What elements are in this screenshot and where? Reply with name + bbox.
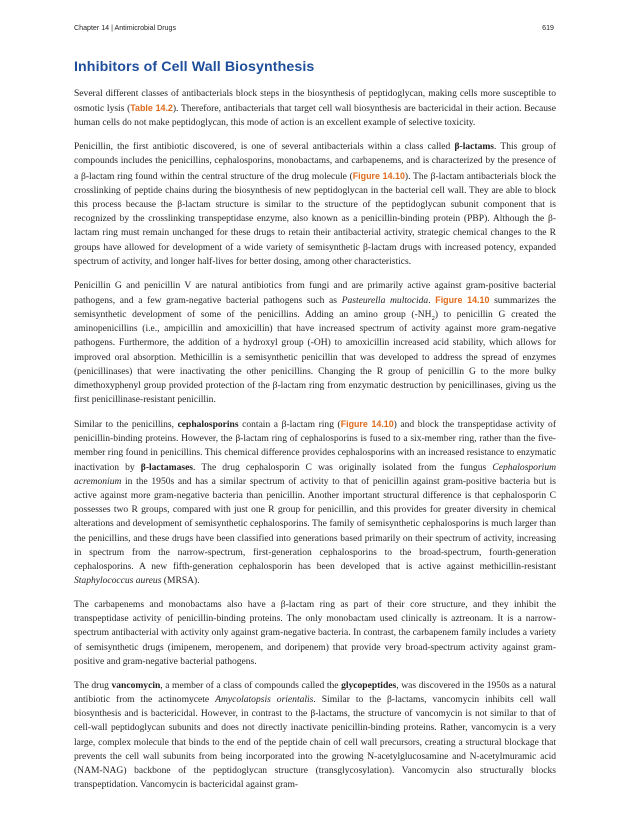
paragraph-osmotic-lysis: Several different classes of antibacterials block steps in the biosynthesis of peptidoglycan, making cells more susceptible to osmotic lysis (Table 14.2). Therefore, antibacterials that target cell wall biosynthesis are bactericidal in their action. Because human cells do not make peptidoglycan, this mode of action is an excellent example of selective toxicity.	[74, 88, 556, 129]
species-amycolatopsis: Amycolatopsis orientalis	[215, 693, 314, 705]
term-beta-lactamases: β-lactamases	[140, 461, 194, 473]
paragraph-carbapenems: The carbapenems and monobactams also have a β-lactam ring as part of their core structure, and they inhibit the transpeptidase activity of penicillin-binding proteins. The only monobactam used clinically is aztreonam. It is a narrow-spectrum antibacterial with activity only against gram-negative bacteria. In contrast, the carbapenem family includes a variety of semisynthetic drugs (imipenem, meropenem, and doripenem) that provide very broad-spectrum activity against gram-positive and gram-negative bacterial pathogens.	[74, 599, 556, 667]
term-glycopeptides: glycopeptides	[341, 679, 397, 691]
term-vancomycin: vancomycin	[111, 679, 161, 691]
paragraph-penicillin-g-v: Penicillin G and penicillin V are natural antibiotics from fungi and are primarily active against gram-positive bacterial pathogens, and a few gram-negative bacterial pathogens such as Pasteurella multocida. Figure 14.10 summarizes the semisynthetic development of some of the penicillins. Adding an amino group $(-NH_2)$ to penicillin G created the aminopenicillins (i.e., ampicillin and amoxicillin) that have increased spectrum of activity against more gram-negative pathogens. Furthermore, the addition of a hydroxyl group (-OH) to amoxicillin increased acid stability, which allows for improved oral absorption. Methicillin is a semisynthetic penicillin that was developed to address the spread of enzymes (penicillinases) that were inactivating the other penicillins. Changing the R group of penicillin G to the more bulky dimethoxyphenyl group provided protection of the β-lactam ring from enzymatic destruction by penicillinases, giving us the first penicillinase-resistant penicillin.	[74, 279, 557, 406]
species-cephalosporium: Cephalosporium acremonium	[74, 461, 556, 487]
paragraph-vancomycin: The drug vancomycin, a member of a class of compounds called the glycopeptides, was discovered in the 1950s as a natural antibiotic from the actinomycete Amycolatopsis orientalis. Similar to the β-lactams, vancomycin inhibits cell wall biosynthesis and is bactericidal. However, in contrast to the β-lactams, the structure of vancomycin is not similar to that of cell-wall peptidoglycan subunits and does not directly inactivate penicillin-binding proteins. Rather, vancomycin is a very large, complex molecule that binds to the end of the peptide chain of cell wall precursors, creating a structural blockage that prevents the cell wall subunits from being incorporated into the growing N-acetylglucosamine and N-acetylmuramic acid (NAM-NAG) backbone of the peptidoglycan structure (transglycosylation). Vancomycin also structurally blocks transpeptidation. Vancomycin is bactericidal against gram-	[74, 679, 557, 791]
paragraph-cephalosporins: Similar to the penicillins, cephalosporins contain a β-lactam ring (Figure 14.10) and block the transpeptidase activity of penicillin-binding proteins. However, the β-lactam ring of cephalosporins is fused to a six-member ring, rather than the five-member ring found in penicillins. This chemical difference provides cephalosporins with an increased resistance to enzymatic inactivation by β-lactamases. The drug cephalosporin C was originally isolated from the fungus Cephalosporium acremonium in the 1950s and has a similar spectrum of activity to that of penicillin against gram-positive bacteria but is active against more gram-negative bacteria than penicillin. Another important structural difference is that cephalosporin C possesses two R groups, compared with just one R group for penicillin, and this provides for greater diversity in chemical alterations and development of semisynthetic cephalosporins. The family of semisynthetic cephalosporins is much larger than the penicillins, and these drugs have been classified into generations based primarily on their spectrum of activity, increasing in spectrum from the narrow-spectrum, first-generation cephalosporins to the broad-spectrum, fourth-generation cephalosporins. A new fifth-generation cephalosporin has been developed that is active against methicillin-resistant Staphylococcus aureus (MRSA).	[74, 419, 557, 587]
paragraph-penicillin: Penicillin, the first antibiotic discovered, is one of several antibacterials within a class called β-lactams. This group of compounds includes the penicillins, cephalosporins, monobactams, and carbapenems, and is characterized by the presence of a β-lactam ring found within the central structure of the drug molecule (Figure 14.10). The β-lactam antibacterials block the crosslinking of peptide chains during the biosynthesis of new peptidoglycan in the bacterial cell wall. They are able to block this process because the β-lactam structure is similar to the structure of the peptidoglycan subunit component that is recognized by the crosslinking transpeptidase enzyme, also known as a penicillin-binding protein (PBP). Although the β-lactam ring must remain unchanged for these drugs to retain their antibacterial activity, strategic chemical changes to the R groups have allowed for development of a wide variety of semisynthetic β-lactam drugs with increased potency, expanded spectrum of activity, and longer half-lives for better dosing, among other characteristics.	[74, 141, 557, 267]
species-pasteurella: Pasteurella multocida	[341, 294, 429, 306]
table-14-2-link[interactable]: Table 14.2	[130, 103, 173, 114]
figure-14-10-link[interactable]: Figure 14.10	[340, 419, 394, 430]
species-staphylococcus: Staphylococcus aureus	[74, 575, 162, 587]
page-number: 619	[542, 24, 554, 32]
chapter-label: Chapter 14 | Antimicrobial Drugs	[74, 24, 176, 32]
running-header	[74, 24, 554, 32]
section-title: Inhibitors of Cell Wall Biosynthesis	[74, 59, 315, 75]
main-content	[74, 59, 556, 802]
term-beta-lactams: β-lactams	[454, 141, 495, 153]
term-cephalosporins: cephalosporins	[177, 419, 239, 431]
figure-14-10-link[interactable]: Figure 14.10	[435, 294, 490, 305]
figure-14-10-link[interactable]: Figure 14.10	[352, 170, 405, 181]
